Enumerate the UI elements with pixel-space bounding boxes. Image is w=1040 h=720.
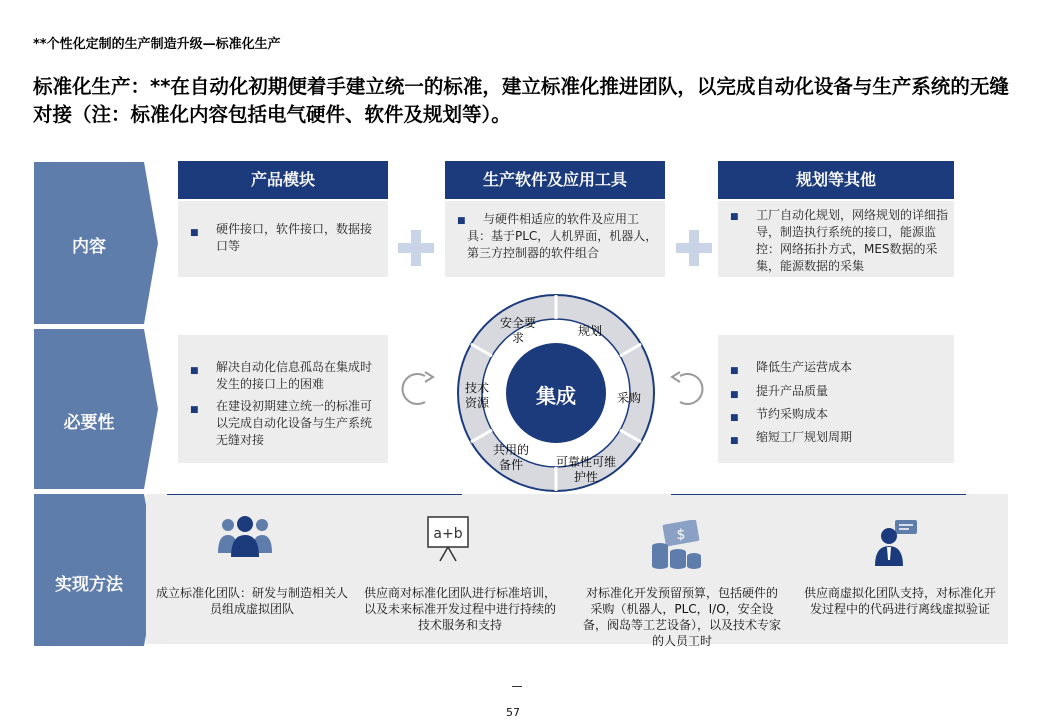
content-text: 与硬件相适应的软件及应用工具：基于PLC，人机界面，机器人，第三方控制器的软件组合 <box>467 212 658 260</box>
support-person-icon <box>873 518 919 566</box>
bullet-icon: ■ <box>190 228 199 238</box>
plus-icon <box>398 230 434 266</box>
category-software-tools: 生产软件及应用工具 <box>445 161 665 199</box>
content-box-software-tools <box>445 201 665 277</box>
method-text: 成立标准化团队：研发与制造相关人员组成虚拟团队 <box>155 586 348 616</box>
row-label-necessity <box>34 329 158 489</box>
cycle-segment-spare-parts: 共用的备件 <box>492 443 529 472</box>
methods-panel <box>146 494 1008 644</box>
budget-coins-icon <box>650 520 702 570</box>
method-text: 供应商对标准化团队进行标准培训，以及未来标准开发过程中进行持续的技术服务和支持 <box>363 586 556 632</box>
necessity-item: 降低生产运营成本 <box>756 360 853 374</box>
bullet-icon: ■ <box>730 413 739 423</box>
content-box-planning-other <box>718 201 954 277</box>
bullet-icon: ■ <box>730 390 739 400</box>
necessity-item: 提升产品质量 <box>756 384 829 398</box>
cycle-segment-procurement: 采购 <box>617 391 642 405</box>
necessity-box-left <box>178 335 388 463</box>
necessity-item: 缩短工厂规划周期 <box>756 430 853 444</box>
page-number: 57 <box>506 706 520 719</box>
content-text: 工厂自动化规划，网络规划的详细指导，制造执行系统的接口，能源监控：网络拓扑方式，MES数据的采集，能源数据的采集 <box>756 208 949 273</box>
slide-headline: 标准化生产：**在自动化初期便着手建立统一的标准，建立标准化推进团队，以完成自动化设备与生产系统的无缝对接（注：标准化内容包括电气硬件、软件及规划等）。 <box>33 75 1009 126</box>
necessity-item: 在建设初期建立统一的标准可以完成自动化设备与生产系统无缝对接 <box>216 399 373 447</box>
team-icon <box>216 515 274 557</box>
bullet-icon: ■ <box>730 212 739 222</box>
row-label-text: 实现方法 <box>55 575 123 595</box>
bullet-icon: ■ <box>730 436 739 446</box>
bullet-icon: ■ <box>730 366 739 376</box>
svg-text:$: $ <box>676 527 686 543</box>
slide-subtitle: **个性化定制的生产制造升级—标准化生产 <box>33 37 281 52</box>
row-label-method <box>34 494 158 646</box>
row-label-text: 内容 <box>72 237 106 257</box>
category-planning-other: 规划等其他 <box>718 161 954 199</box>
category-product-module: 产品模块 <box>178 161 388 199</box>
cycle-center-label: 集成 <box>536 384 576 408</box>
cycle-segment-safety: 安全要求 <box>500 316 537 345</box>
necessity-box-right <box>718 335 954 463</box>
bullet-icon: ■ <box>190 405 199 415</box>
cycle-segment-tech-resources: 技术资源 <box>464 381 489 410</box>
board-text: a+b <box>433 526 463 542</box>
method-text: 供应商虚拟化团队支持，对标准化开发过程中的代码进行离线虚拟验证 <box>803 586 996 616</box>
content-box-product-module <box>178 201 388 277</box>
plus-icon <box>676 230 712 266</box>
content-text: 硬件接口，软件接口，数据接口等 <box>216 222 373 253</box>
row-label-text: 必要性 <box>63 413 115 433</box>
necessity-item: 节约采购成本 <box>756 407 829 421</box>
necessity-item: 解决自动化信息孤岛在集成时发生的接口上的困难 <box>216 360 373 391</box>
bullet-icon: ■ <box>190 366 199 376</box>
bullet-icon: ■ <box>457 216 466 226</box>
training-board-icon <box>426 515 470 563</box>
page-number-dash <box>512 686 522 687</box>
curved-arrow-icon <box>668 368 710 410</box>
method-text: 对标准化开发预留预算，包括硬件的采购（机器人，PLC，I/O，安全设备，阀岛等工艺设备），以及技术专家的人员工时 <box>582 586 781 648</box>
cycle-segment-reliability: 可靠性可维护性 <box>556 455 617 484</box>
cycle-segment-planning: 规划 <box>578 324 603 338</box>
divider-line <box>167 494 462 495</box>
row-label-content <box>34 162 158 324</box>
curved-arrow-icon <box>395 368 437 410</box>
divider-line <box>671 494 966 495</box>
